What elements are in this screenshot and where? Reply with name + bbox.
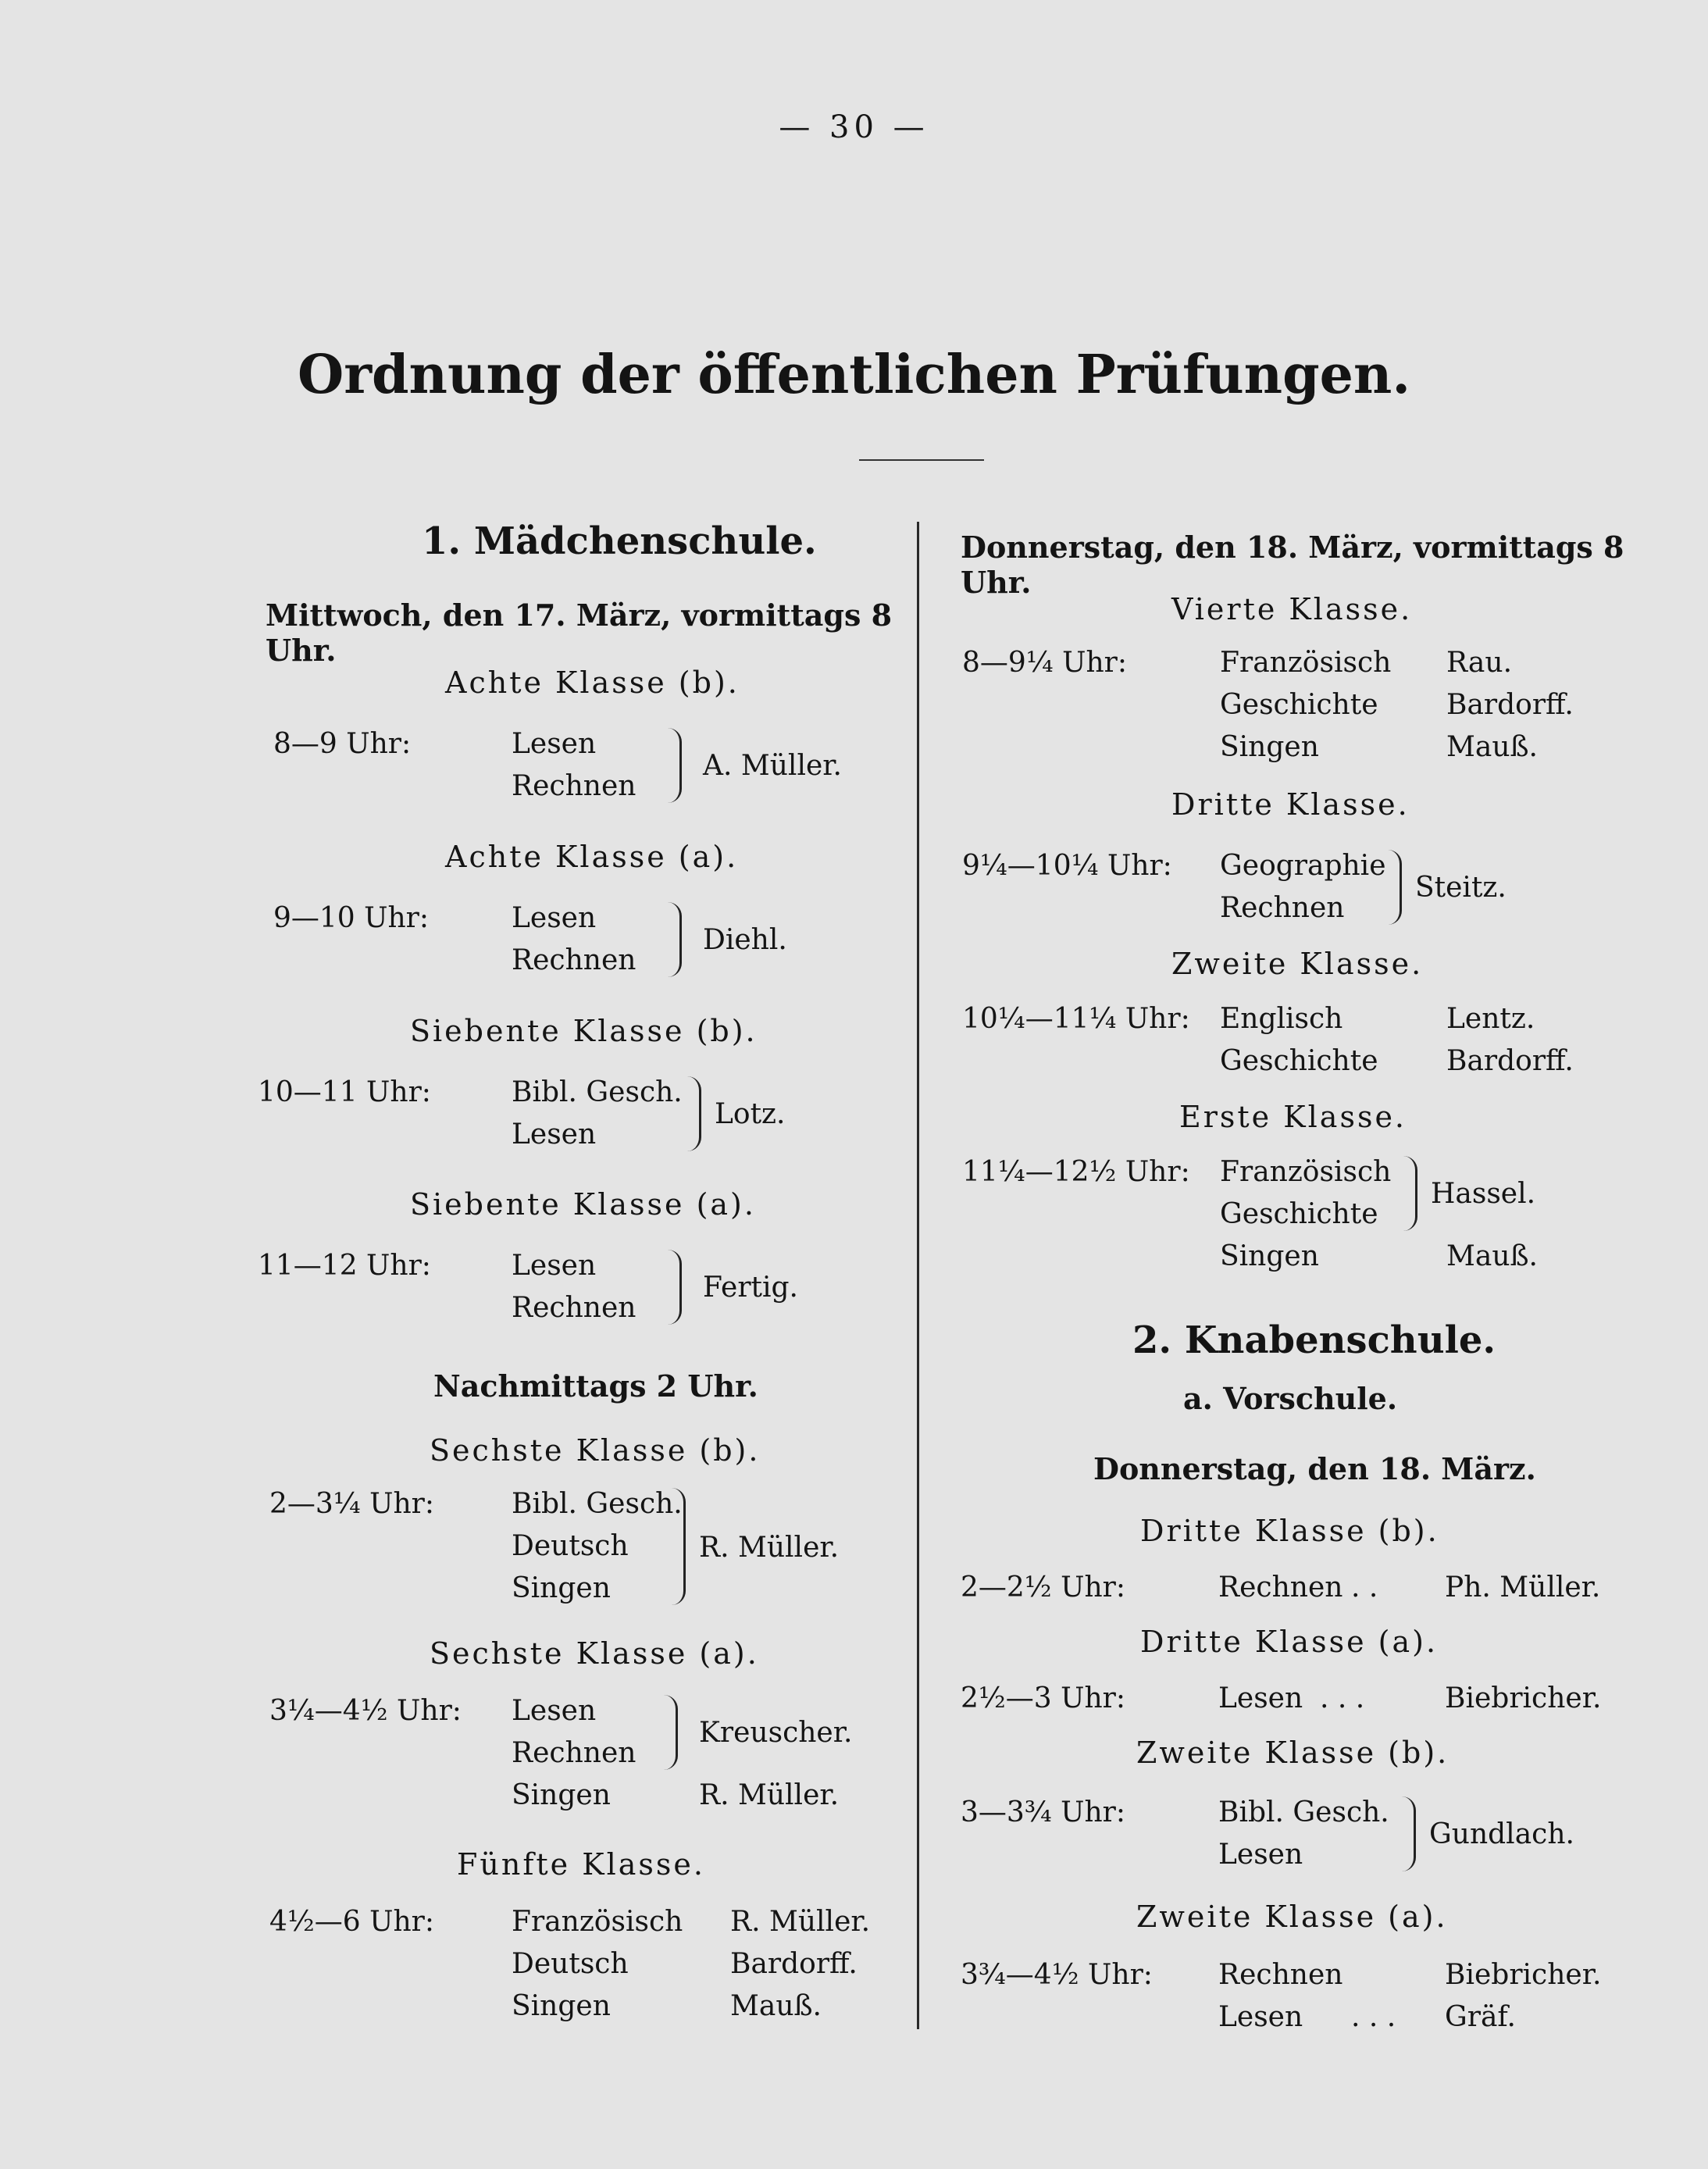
slot-time: 10—11 Uhr: bbox=[258, 1076, 431, 1108]
slot-time: 3¼—4½ Uhr: bbox=[269, 1695, 462, 1727]
slot-subjects bbox=[1218, 1571, 1343, 1614]
dot-leader: . . . bbox=[1351, 2001, 1396, 2033]
slot-subjects bbox=[512, 1695, 636, 1821]
subject: Deutsch bbox=[512, 1530, 629, 1562]
exam-slot bbox=[961, 1796, 1695, 1882]
subject: Rechnen bbox=[512, 944, 636, 976]
subject: Rechnen bbox=[512, 1292, 636, 1324]
slot-subjects bbox=[512, 1076, 683, 1161]
dot-leader: . . bbox=[1351, 1571, 1378, 1604]
subject: Singen bbox=[512, 1779, 611, 1811]
brace bbox=[1384, 850, 1402, 925]
slot-time: 11¼—12½ Uhr: bbox=[962, 1156, 1190, 1188]
slot-subjects bbox=[1218, 1959, 1343, 2043]
slot-time: 4½—6 Uhr: bbox=[269, 1906, 435, 1938]
teacher: Biebricher. bbox=[1445, 1959, 1602, 1991]
day-heading: Donnerstag, den 18. März. bbox=[1093, 1451, 1536, 1486]
subject: Lesen bbox=[512, 1118, 597, 1150]
slot-time: 8—9¼ Uhr: bbox=[962, 647, 1128, 679]
teacher: Bardorff. bbox=[730, 1948, 858, 1980]
brace bbox=[660, 1695, 678, 1770]
class-heading: Vierte Klasse. bbox=[1171, 592, 1413, 626]
subject: Geschichte bbox=[1220, 689, 1378, 721]
teacher: Hassel. bbox=[1431, 1178, 1536, 1210]
class-heading: Dritte Klasse (a). bbox=[1140, 1625, 1439, 1659]
teacher: Mauß. bbox=[1446, 1240, 1538, 1272]
teacher: Bardorff. bbox=[1446, 1045, 1574, 1077]
title-rule bbox=[859, 459, 984, 461]
exam-slot bbox=[258, 1076, 898, 1162]
class-heading: Erste Klasse. bbox=[1179, 1100, 1407, 1134]
brace bbox=[664, 728, 682, 803]
class-heading: Zweite Klasse (b). bbox=[1136, 1736, 1449, 1770]
school-heading: 2. Knabenschule. bbox=[1132, 1318, 1496, 1362]
exam-slot bbox=[258, 1250, 898, 1336]
slot-time: 9¼—10¼ Uhr: bbox=[962, 850, 1172, 882]
brace bbox=[664, 1250, 682, 1325]
exam-slot bbox=[273, 902, 898, 988]
exam-slot bbox=[269, 1906, 898, 2035]
teacher: Rau. bbox=[1446, 647, 1513, 679]
teacher: R. Müller. bbox=[699, 1532, 840, 1564]
slot-subjects bbox=[1218, 1682, 1303, 1725]
class-heading: Sechste Klasse (b). bbox=[430, 1433, 761, 1468]
subject: Französisch bbox=[1220, 1156, 1392, 1188]
teacher: Mauß. bbox=[730, 1990, 822, 2022]
teacher: Steitz. bbox=[1415, 872, 1507, 904]
subject: Lesen bbox=[512, 1695, 597, 1727]
slot-subjects bbox=[512, 728, 636, 812]
exam-slot bbox=[269, 1695, 898, 1824]
teacher: Biebricher. bbox=[1445, 1682, 1602, 1714]
subject: Rechnen bbox=[1218, 1571, 1343, 1604]
subject: Singen bbox=[1220, 731, 1319, 763]
slot-subjects bbox=[512, 1488, 683, 1614]
exam-slot bbox=[269, 1488, 898, 1617]
exam-slot bbox=[962, 850, 1696, 936]
exam-slot bbox=[961, 1959, 1695, 2045]
subject: Lesen bbox=[512, 1250, 597, 1282]
slot-subjects bbox=[1220, 647, 1391, 773]
subject: Rechnen bbox=[512, 1737, 636, 1769]
slot-time: 10¼—11¼ Uhr: bbox=[962, 1003, 1190, 1035]
column-divider bbox=[917, 522, 919, 2029]
class-heading: Achte Klasse (b). bbox=[445, 665, 740, 700]
subject: Lesen bbox=[1218, 1839, 1303, 1871]
school-heading: 1. Mädchenschule. bbox=[422, 519, 817, 563]
subject: Lesen bbox=[1218, 2001, 1303, 2033]
page-number: — 30 — bbox=[779, 109, 929, 145]
slot-subjects bbox=[512, 1906, 683, 2032]
teacher: Lotz. bbox=[715, 1098, 786, 1130]
class-heading: Achte Klasse (a). bbox=[445, 840, 739, 874]
exam-slot bbox=[961, 1571, 1695, 1615]
teacher: Fertig. bbox=[703, 1272, 798, 1304]
class-heading: Siebente Klasse (a). bbox=[410, 1187, 756, 1222]
class-heading: Dritte Klasse (b). bbox=[1140, 1514, 1439, 1548]
teacher: Mauß. bbox=[1446, 731, 1538, 763]
brace bbox=[1400, 1156, 1417, 1231]
subject: Französisch bbox=[512, 1906, 683, 1938]
slot-time: 2½—3 Uhr: bbox=[961, 1682, 1126, 1714]
slot-time: 9—10 Uhr: bbox=[273, 902, 430, 934]
subject: Singen bbox=[512, 1572, 611, 1604]
slot-time: 11—12 Uhr: bbox=[258, 1250, 431, 1282]
slot-subjects bbox=[1220, 850, 1386, 934]
class-heading: Zweite Klasse (a). bbox=[1136, 1900, 1448, 1934]
page-title: Ordnung der öffentlichen Prüfungen. bbox=[297, 344, 1411, 406]
exam-slot bbox=[273, 728, 898, 814]
day-heading: Mittwoch, den 17. März, vormittags 8 Uhr. bbox=[266, 598, 893, 668]
class-heading: Sechste Klasse (a). bbox=[430, 1636, 759, 1671]
class-heading: Fünfte Klasse. bbox=[457, 1847, 705, 1882]
slot-subjects bbox=[1220, 1003, 1378, 1087]
sub-heading: a. Vorschule. bbox=[1183, 1381, 1398, 1416]
exam-slot bbox=[962, 1156, 1696, 1285]
subject: Deutsch bbox=[512, 1948, 629, 1980]
subject: Bibl. Gesch. bbox=[512, 1488, 683, 1520]
subject: Bibl. Gesch. bbox=[1218, 1796, 1389, 1828]
teacher: R. Müller. bbox=[699, 1779, 840, 1811]
teacher: Bardorff. bbox=[1446, 689, 1574, 721]
teacher: R. Müller. bbox=[730, 1906, 871, 1938]
slot-time: 3¾—4½ Uhr: bbox=[961, 1959, 1153, 1991]
class-heading: Dritte Klasse. bbox=[1171, 787, 1410, 822]
subject: Lesen bbox=[1218, 1682, 1303, 1714]
dot-leader: . . . bbox=[1320, 1682, 1365, 1714]
subject: Rechnen bbox=[1220, 892, 1345, 924]
teacher: Ph. Müller. bbox=[1445, 1571, 1601, 1604]
subject: Bibl. Gesch. bbox=[512, 1076, 683, 1108]
teacher: A. Müller. bbox=[703, 750, 842, 782]
subject: Geschichte bbox=[1220, 1198, 1378, 1230]
subject: Lesen bbox=[512, 902, 597, 934]
teacher: Diehl. bbox=[703, 924, 787, 956]
exam-slot bbox=[961, 1682, 1695, 1726]
subject: Französisch bbox=[1220, 647, 1392, 679]
subject: Singen bbox=[512, 1990, 611, 2022]
subject: Rechnen bbox=[512, 770, 636, 802]
slot-time: 2—3¼ Uhr: bbox=[269, 1488, 435, 1520]
brace bbox=[668, 1488, 686, 1605]
subject: Rechnen bbox=[1218, 1959, 1343, 1991]
slot-subjects bbox=[512, 902, 636, 986]
exam-slot bbox=[962, 1003, 1696, 1089]
teacher: Gräf. bbox=[1445, 2001, 1516, 2033]
afternoon-heading: Nachmittags 2 Uhr. bbox=[433, 1368, 758, 1404]
slot-subjects bbox=[512, 1250, 636, 1334]
class-heading: Zweite Klasse. bbox=[1171, 947, 1424, 981]
teacher: Lentz. bbox=[1446, 1003, 1535, 1035]
subject: Geographie bbox=[1220, 850, 1386, 882]
exam-slot bbox=[962, 647, 1696, 776]
teacher: Gundlach. bbox=[1429, 1818, 1574, 1850]
teacher: Kreuscher. bbox=[699, 1717, 853, 1749]
brace bbox=[1398, 1796, 1416, 1871]
slot-time: 2—2½ Uhr: bbox=[961, 1571, 1126, 1604]
slot-subjects bbox=[1218, 1796, 1389, 1881]
subject: Singen bbox=[1220, 1240, 1319, 1272]
subject: Englisch bbox=[1220, 1003, 1343, 1035]
day-heading: Donnerstag, den 18. März, vormittags 8 Uhr. bbox=[961, 530, 1624, 600]
slot-time: 8—9 Uhr: bbox=[273, 728, 412, 760]
slot-time: 3—3¾ Uhr: bbox=[961, 1796, 1126, 1828]
brace bbox=[664, 902, 682, 977]
subject: Geschichte bbox=[1220, 1045, 1378, 1077]
class-heading: Siebente Klasse (b). bbox=[410, 1014, 758, 1048]
slot-subjects bbox=[1220, 1156, 1391, 1282]
brace bbox=[683, 1076, 701, 1151]
subject: Lesen bbox=[512, 728, 597, 760]
